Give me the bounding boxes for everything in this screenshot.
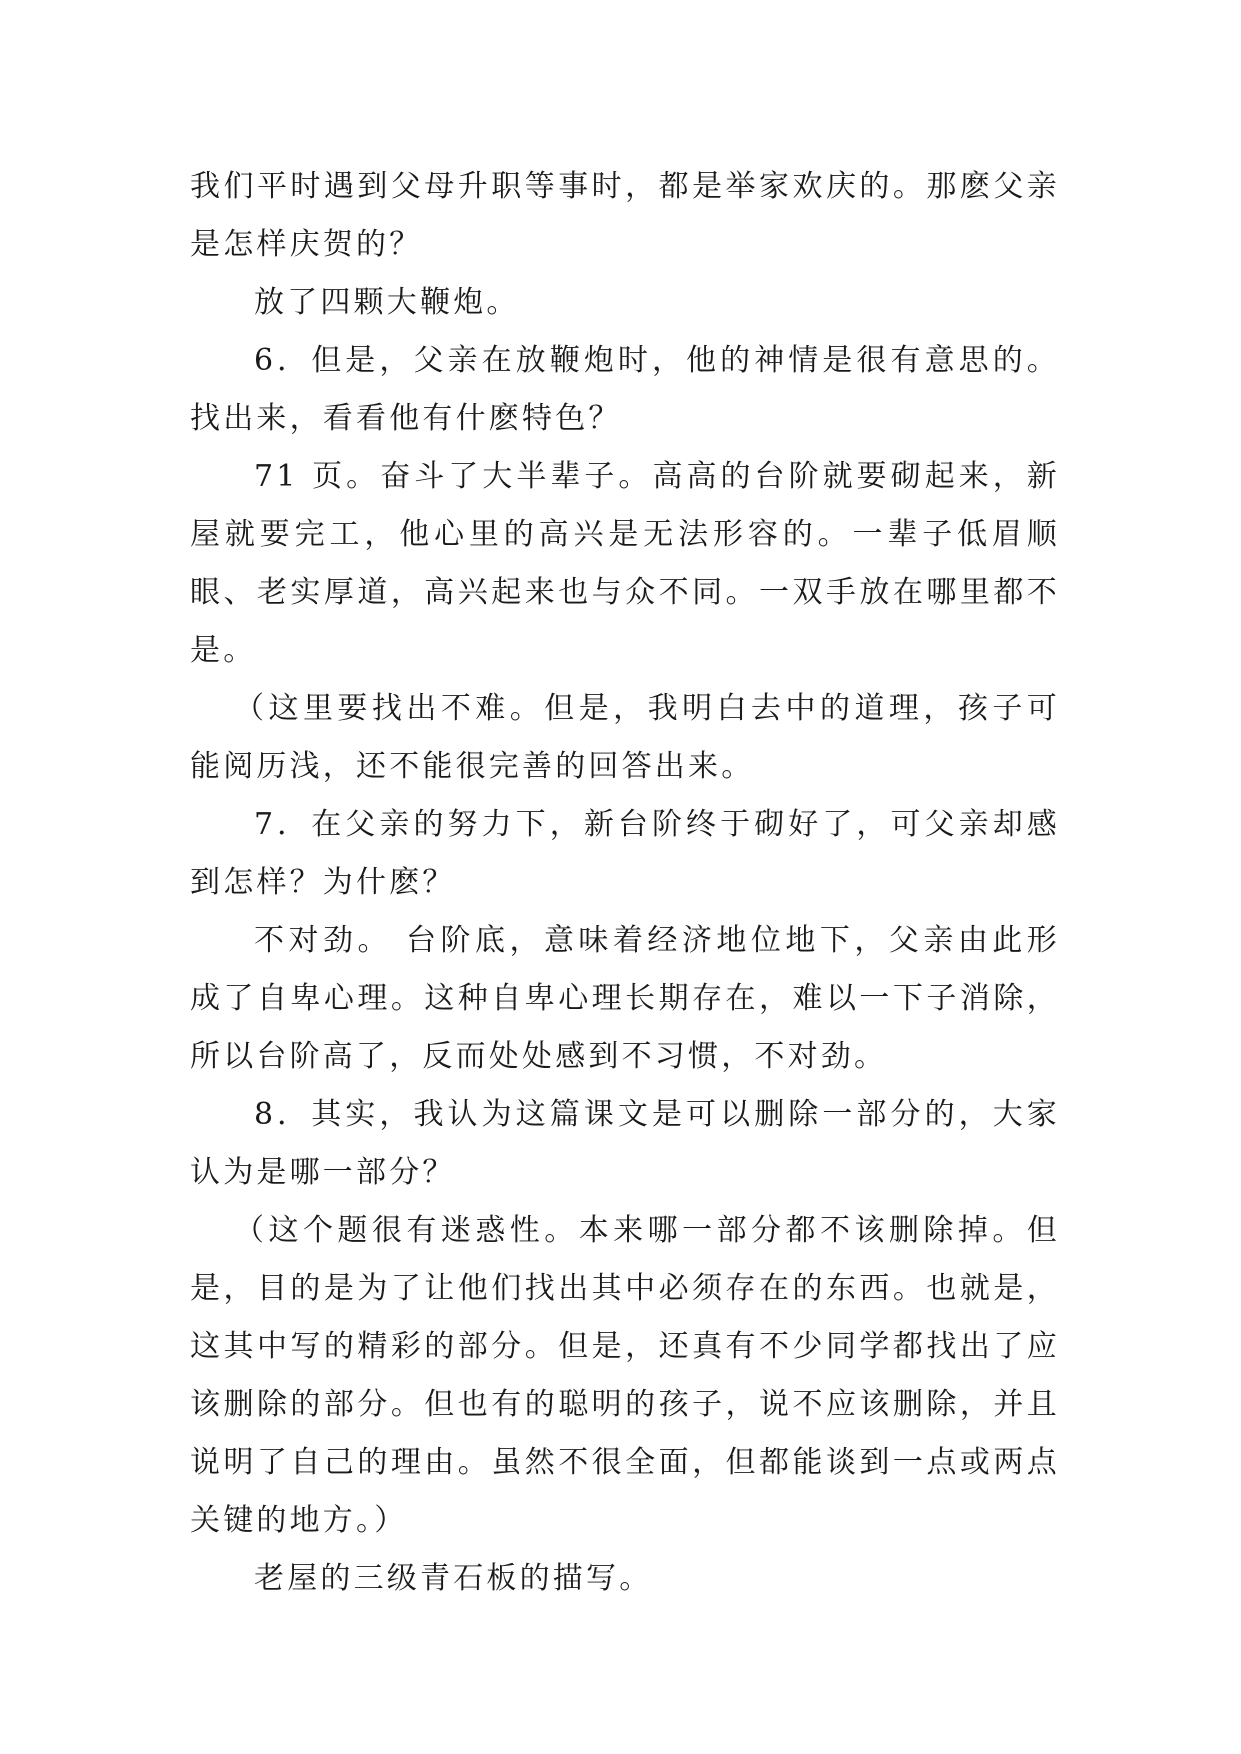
paragraph-question-6: 6．但是，父亲在放鞭炮时，他的神情是很有意思的。找出来，看看他有什麽特色？ <box>190 343 1060 436</box>
paragraph-note-8: （这个题很有迷惑性。本来哪一部分都不该删除掉。但是，目的是为了让他们找出其中必须存在的东西。也就是，这其中写的精彩的部分。但是，还真有不少同学都找出了应该删除的部分。但也有的聪明的孩子，说不应该删除，并且说明了自己的理由。虽然不很全面，但都能谈到一点或两点关键的地方。） <box>190 1213 1060 1538</box>
paragraph-answer-6: 71 页。奋斗了大半辈子。高高的台阶就要砌起来，新屋就要完工，他心里的高兴是无法形容的。一辈子低眉顺眼、老实厚道，高兴起来也与众不同。一双手放在哪里都不是。 <box>190 459 1060 668</box>
document-page <box>190 158 1060 1608</box>
paragraph-firecrackers-answer: 放了四颗大鞭炮。 <box>254 285 520 320</box>
paragraph-answer-7: 不对劲。 台阶底，意味着经济地位地下，父亲由此形成了自卑心理。这种自卑心理长期存在，难以一下子消除，所以台阶高了，反而处处感到不习惯，不对劲。 <box>190 923 1060 1074</box>
paragraph-question-7: 7．在父亲的努力下，新台阶终于砌好了，可父亲却感到怎样？为什麽？ <box>190 807 1060 900</box>
paragraph-question-8: 8．其实，我认为这篇课文是可以删除一部分的，大家认为是哪一部分？ <box>190 1097 1060 1190</box>
paragraph-note-6: （这里要找出不难。但是，我明白去中的道理，孩子可能阅历浅，还不能很完善的回答出来。 <box>190 691 1060 784</box>
paragraph-celebration-question: 我们平时遇到父母升职等事时，都是举家欢庆的。那麽父亲是怎样庆贺的？ <box>190 169 1060 262</box>
paragraph-answer-8: 老屋的三级青石板的描写。 <box>254 1561 653 1596</box>
